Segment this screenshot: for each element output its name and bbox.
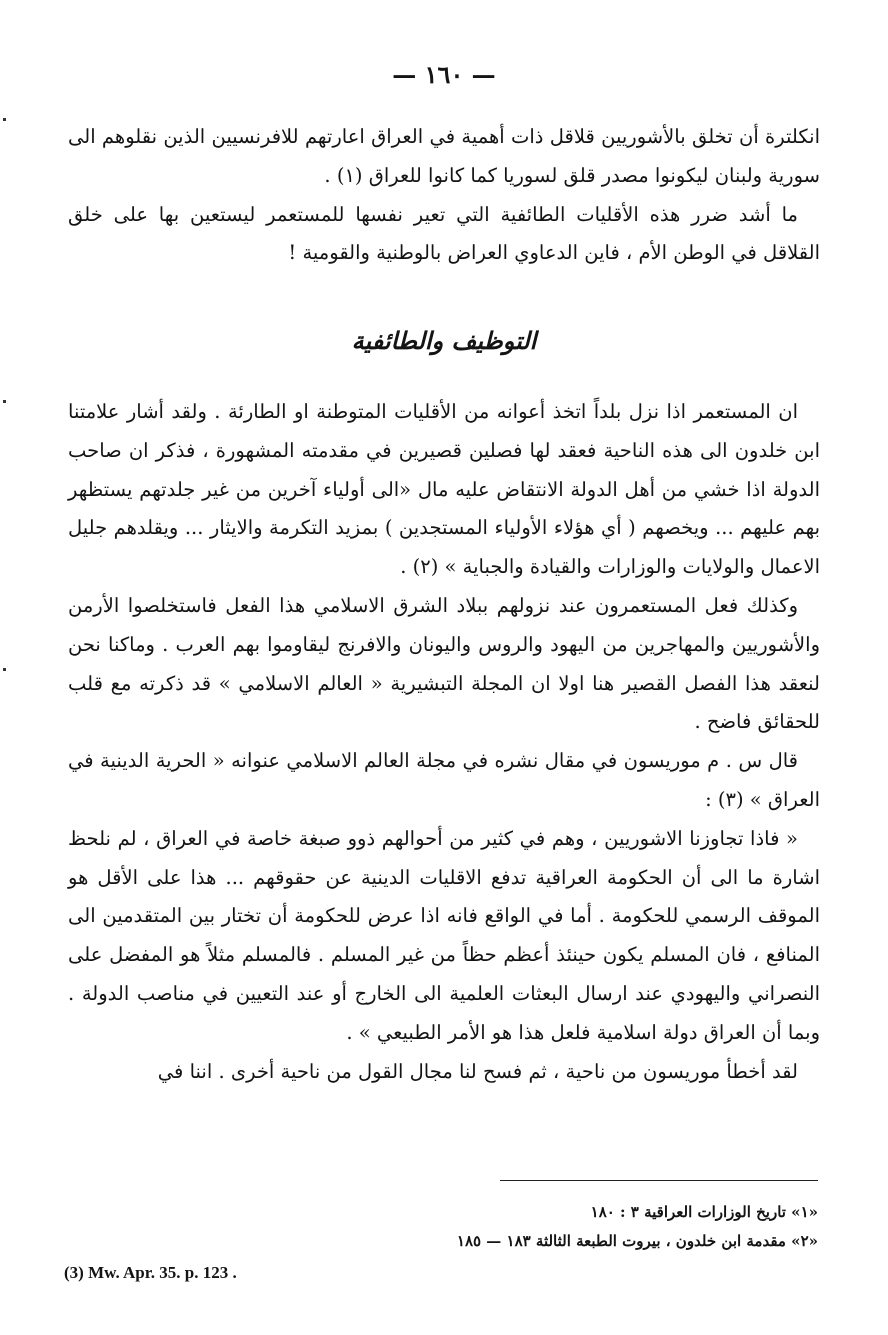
paragraph: انكلترة أن تخلق بالأشوريين قلاقل ذات أهمية في العراق اعارتهم للافرنسيين الذين نقلوهم الى سورية ولبنان ليكونوا مصدر قلق لسوريا كما كانوا للعراق (١) . [68, 125, 820, 187]
quote-paragraph: « فاذا تجاوزنا الاشوريين ، وهم في كثير من أحوالهم ذوو صبغة خاصة في العراق ، لم نلحظ اشارة ما الى أن الحكومة العراقية تدفع الاقليات الدينية عن حقوقهم ... هذا على الأقل هو الموقف الرسمي للحكومة . أما في الواقع فانه اذا عرض للحكومة أن تختار بين المتقدمين الى المنافع ، فان المسلم يكون حينئذ أعظم حظاً من غير المسلم . فالمسلم مثلاً هو المفضل على النصراني واليهودي عند ارسال البعثات العلمية الى الخارج أو عند التعيين في مناصب الدولة . وبما أن العراق دولة اسلامية فلعل هذا هو الأمر الطبيعي » . [68, 826, 820, 1044]
footnote-divider [500, 1180, 818, 1181]
footnote-1: «١» تاريخ الوزارات العراقية ٣ : ١٨٠ [590, 1203, 818, 1221]
paragraph: ما أشد ضرر هذه الأقليات الطائفية التي تعير نفسها للمستعمر ليستعين بها على خلق القلاقل في الوطن الأم ، فاين الدعاوي العراض بالوطنية والقومية ! [68, 202, 820, 265]
margin-dot [3, 118, 6, 121]
section-body [68, 393, 820, 1091]
paragraph: وكذلك فعل المستعمرون عند نزولهم ببلاد الشرق الاسلامي هذا الفعل فاستخلصوا الأرمن والأشوريين والمهاجرين من اليهود والروس واليونان والافرنج ليقاوموا بهم العرب . وماكنا نحن لنعقد هذا الفصل القصير هنا اولا ان المجلة التبشيرية « العالم الاسلامي » قد ذكرته مع قلب للحقائق فاضح . [68, 593, 820, 734]
opening-text [68, 118, 820, 273]
footnote-3: (3) Mw. Apr. 35. p. 123 . [64, 1263, 237, 1282]
paragraph: لقد أخطأ موريسون من ناحية ، ثم فسح لنا مجال القول من ناحية أخرى . اننا في [157, 1059, 798, 1083]
margin-dot [3, 668, 6, 671]
footnote-2: «٢» مقدمة ابن خلدون ، بيروت الطبعة الثالثة ١٨٣ — ١٨٥ [456, 1232, 818, 1250]
page-number: — ١٦٠ — [392, 60, 496, 89]
paragraph: ان المستعمر اذا نزل بلداً اتخذ أعوانه من الأقليات المتوطنة او الطارئة . ولقد أشار علامتنا ابن خلدون الى هذه الناحية فعقد لها فصلين قصيرين في مقدمته المشهورة ، فذكر ان صاحب الدولة اذا خشي من أهل الدولة الانتقاض عليه مال «الى أولياء آخرين من غير جلدتهم يستظهر بهم عليهم ... ويخصهم ( أي هؤلاء الأولياء المستجدين ) بمزيد التكرمة والايثار ... ويقلدهم جليل الاعمال والولايات والوزارات والقيادة والجباية » (٢) . [68, 400, 820, 579]
section-heading: التوظيف والطائفية [351, 326, 537, 355]
margin-dot [3, 400, 6, 403]
paragraph: قال س . م موريسون في مقال نشره في مجلة العالم الاسلامي عنوانه « الحرية الدينية في العراق » (٣) : [68, 749, 820, 811]
footnotes [300, 1198, 818, 1256]
